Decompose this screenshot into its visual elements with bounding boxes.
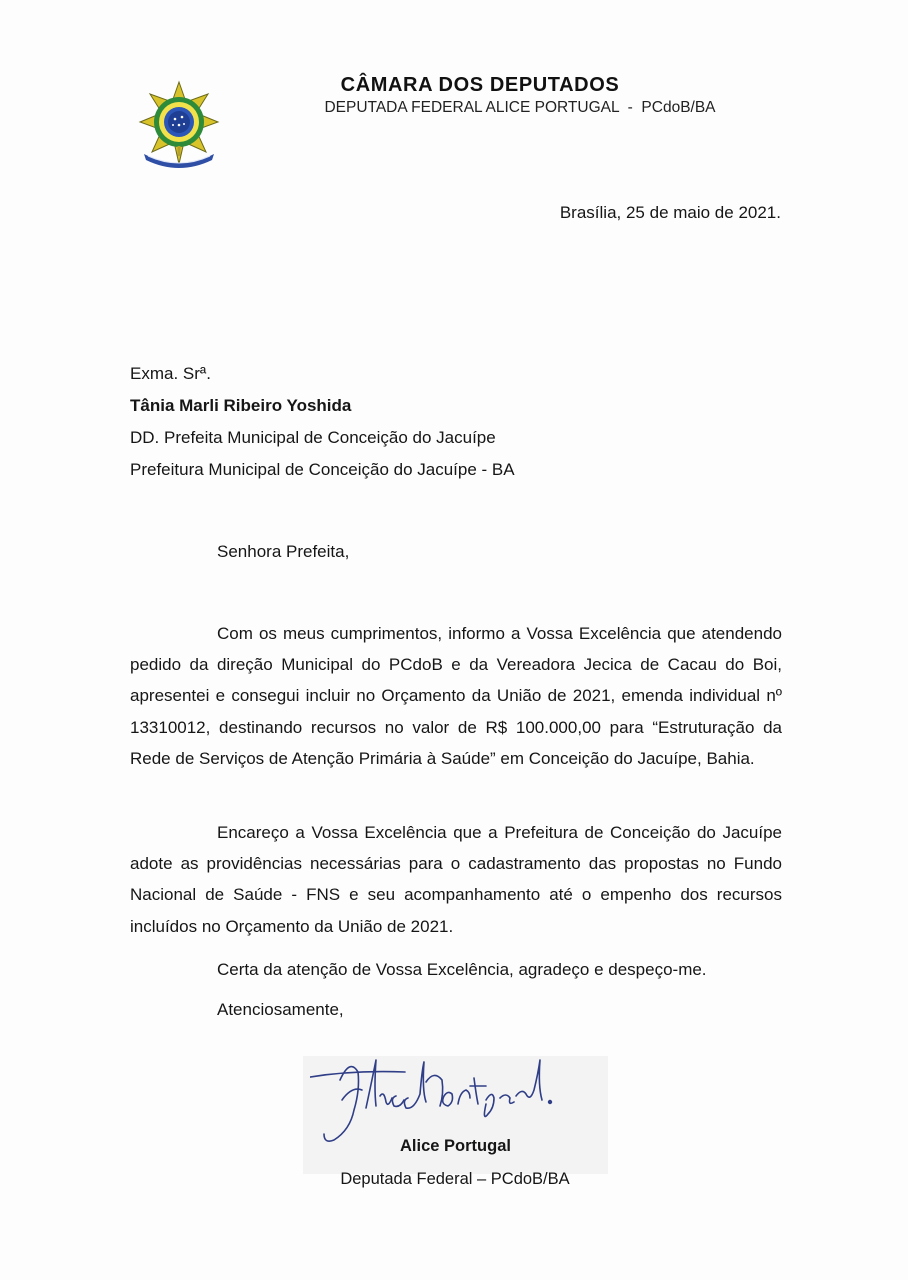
closing: Atenciosamente, xyxy=(217,1000,344,1019)
body-paragraph-1: Com os meus cumprimentos, informo a Vossa Excelência que atendendo pedido da direção Municipal do PCdoB e da Vereadora Jecica de Cacau do Boi, apresentei e consegui incluir no Orçamento da União de 2021, emenda individual nº 13310012, destinando recursos no valor de R$ 100.000,00 para “Estruturação da Rede de Serviços de Atenção Primária à Saúde” em Conceição do Jacuípe, Bahia. xyxy=(130,624,782,768)
signatory-role: Deputada Federal – PCdoB/BA xyxy=(340,1170,570,1188)
recipient-institution: Prefeitura Municipal de Conceição do Jacuípe - BA xyxy=(130,460,515,479)
deputy-subtitle: DEPUTADA FEDERAL ALICE PORTUGAL - PCdoB/BA xyxy=(324,99,716,116)
handwritten-signature xyxy=(310,1050,600,1150)
recipient-title: DD. Prefeita Municipal de Conceição do Jacuípe xyxy=(130,428,496,447)
chamber-title: CÂMARA DOS DEPUTADOS xyxy=(340,74,620,96)
letter-date: Brasília, 25 de maio de 2021. xyxy=(559,203,781,222)
signatory-name: Alice Portugal xyxy=(400,1137,511,1155)
body-paragraph-3: Certa da atenção de Vossa Excelência, agradeço e despeço-me. xyxy=(217,960,707,979)
recipient-name: Tânia Marli Ribeiro Yoshida xyxy=(130,396,352,415)
body-paragraph-2: Encareço a Vossa Excelência que a Prefeitura de Conceição do Jacuípe adote as providências necessárias para o cadastramento das propostas no Fundo Nacional de Saúde - FNS e seu acompanhamento até o empenho dos recursos incluídos no Orçamento da União de 2021. xyxy=(130,823,782,936)
greeting: Senhora Prefeita, xyxy=(217,542,350,561)
brazil-coat-of-arms-icon xyxy=(138,80,220,168)
recipient-salutation: Exma. Srª. xyxy=(130,364,211,383)
